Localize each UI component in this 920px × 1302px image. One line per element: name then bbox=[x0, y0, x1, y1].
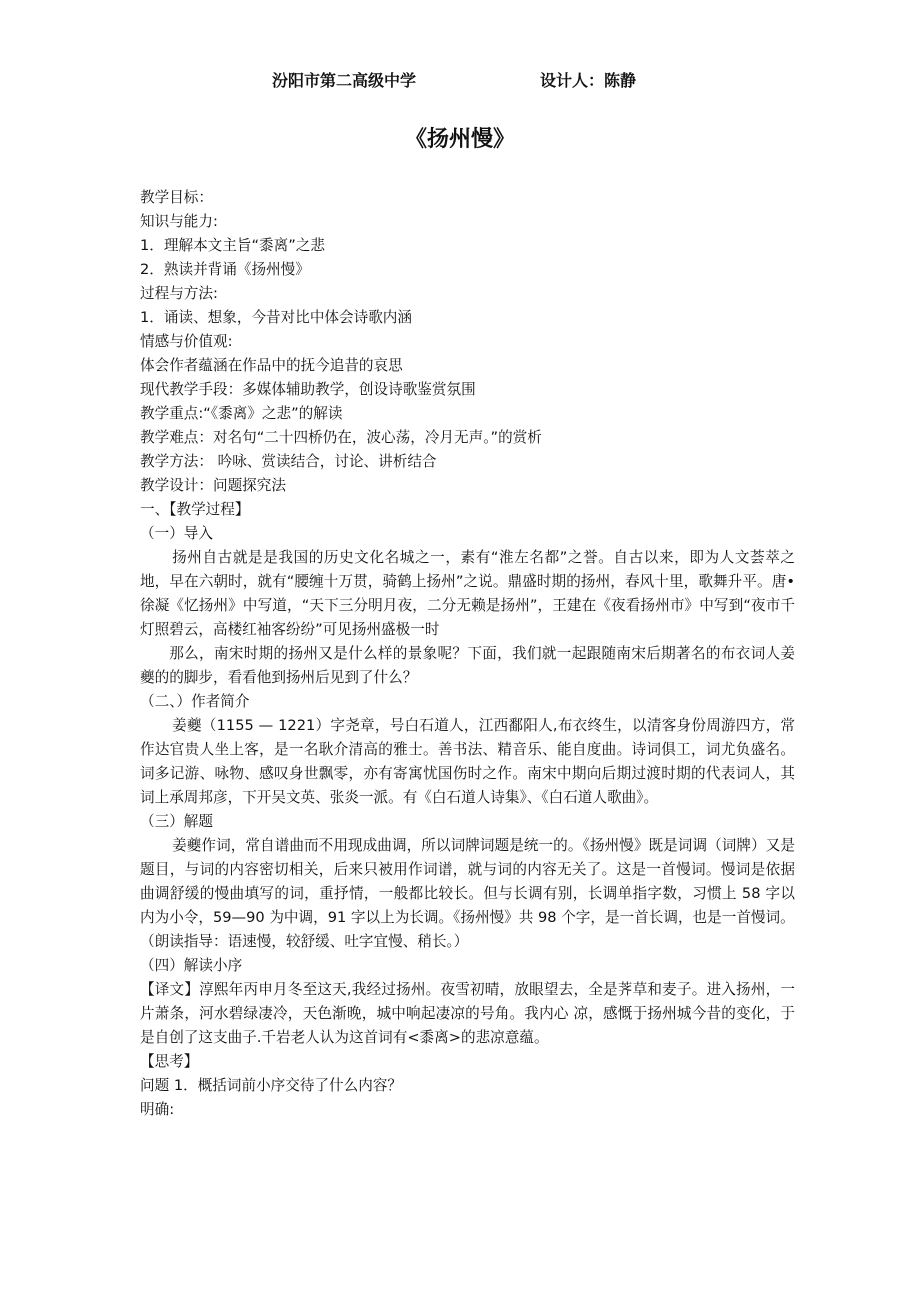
document-body bbox=[140, 186, 795, 1122]
procedure-heading: 一、【教学过程】 bbox=[140, 501, 250, 518]
intro-paragraph-1: 扬州自古就是是我国的历史文化名城之一，素有“淮左名都”之誉。自古以来，即为人文荟萃之地，早在六朝时，就有“腰缠十万贯，骑鹤上扬州”之说。鼎盛时期的扬州，春风十里，歌舞升平。唐•徐凝《忆扬州》中写道，“天下三分明月夜，二分无赖是扬州”，王建在《夜看扬州市》中写到“夜市千灯照碧云，高楼红袖客纷纷”可见扬州盛极一时 bbox=[140, 549, 795, 638]
emotion-item-1: 体会作者蕴涵在作品中的抚今追昔的哀思 bbox=[140, 357, 403, 374]
knowledge-item-2: 2．熟读并背诵《扬州慢》 bbox=[140, 261, 310, 278]
teaching-difficulty: 教学难点：对名句“二十四桥仍在，波心荡，冷月无声。”的赏析 bbox=[140, 429, 542, 446]
designer-name: 设计人：陈静 bbox=[540, 71, 637, 90]
teaching-focus: 教学重点:“《黍离》之悲”的解读 bbox=[140, 405, 343, 422]
author-paragraph: 姜夔（1155 — 1221）字尧章，号白石道人，江西鄱阳人,布衣终生，以清客身份周游四方，常作达官贵人坐上客，是一名耿介清高的雅士。善书法、精音乐、能自度曲。诗词俱工，词尤负盛名。词多记游、咏物、感叹身世飘零，亦有寄寓忧国伤时之作。南宋中期向后期过渡时期的代表词人，其词上承周邦彦，下开吴文英、张炎一派。有《白石道人诗集》、《白石道人歌曲》。 bbox=[140, 717, 795, 806]
emotion-heading: 情感与价值观: bbox=[140, 333, 233, 350]
teaching-means: 现代教学手段：多媒体辅助教学，创设诗歌鉴赏氛围 bbox=[140, 381, 476, 398]
question-1: 问题 1．概括词前小序交待了什么内容？ bbox=[140, 1077, 403, 1094]
section-2-heading: （二、）作者简介 bbox=[140, 693, 250, 710]
knowledge-heading: 知识与能力: bbox=[140, 213, 218, 230]
document-header bbox=[0, 68, 920, 94]
teaching-design: 教学设计：问题探究法 bbox=[140, 477, 286, 494]
school-name: 汾阳市第二高级中学 bbox=[272, 71, 417, 90]
answer-label: 明确: bbox=[140, 1101, 175, 1118]
process-item-1: 1．诵读、想象，今昔对比中体会诗歌内涵 bbox=[140, 309, 412, 326]
knowledge-item-1: 1．理解本文主旨“黍离”之悲 bbox=[140, 237, 325, 254]
section-3-heading: （三）解题 bbox=[140, 813, 213, 830]
title-explanation-paragraph: 姜夔作词，常自谱曲而不用现成曲调，所以词牌词题是统一的。《扬州慢》既是词调（词牌）又是题目，与词的内容密切相关，后来只被用作词谱，就与词的内容无关了。这是一首慢词。慢词是依据曲调舒缓的慢曲填写的词，重抒情，一般都比较长。但与长调有别，长调单指字数，习惯上 58 字以内为小令，59—90 为中调，91 字以上为长调。《扬州慢》共 98 个字，是一首长调，也是一首慢词。 bbox=[140, 837, 795, 926]
process-heading: 过程与方法: bbox=[140, 285, 218, 302]
translation-paragraph: 【译文】淳熙年丙申月冬至这天,我经过扬州。夜雪初晴，放眼望去，全是荠草和麦子。进入扬州，一片萧条，河水碧绿凄冷，天色渐晚，城中响起凄凉的号角。我内心 凉，感慨于扬州城今昔的变化，于是自创了这支曲子.千岩老人认为这首词有<黍离>的悲凉意蕴。 bbox=[140, 981, 795, 1046]
goals-heading: 教学目标： bbox=[140, 189, 213, 206]
reading-guide: （朗读指导：语速慢，较舒缓、吐字宜慢、稍长。） bbox=[140, 933, 469, 950]
think-heading: 【思考】 bbox=[140, 1053, 199, 1070]
intro-paragraph-2: 那么，南宋时期的扬州又是什么样的景象呢？下面，我们就一起跟随南宋后期著名的布衣词人姜夔的的脚步，看看他到扬州后见到了什么？ bbox=[140, 645, 795, 686]
document-title: 《扬州慢》 bbox=[404, 127, 515, 152]
teaching-method: 教学方法： 吟咏、赏读结合，讨论、讲析结合 bbox=[140, 453, 437, 470]
section-4-heading: （四）解读小序 bbox=[140, 957, 243, 974]
section-1-heading: （一）导入 bbox=[140, 525, 213, 542]
